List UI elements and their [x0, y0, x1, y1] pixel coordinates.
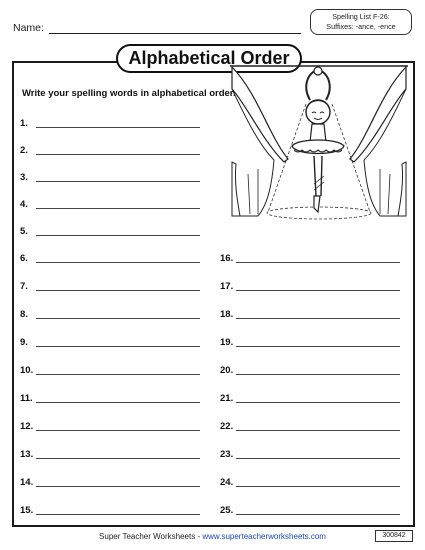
answer-number: 23. — [220, 449, 234, 460]
answer-line[interactable] — [36, 514, 200, 515]
answer-line[interactable] — [36, 430, 200, 431]
answer-number: 18. — [220, 309, 234, 320]
answer-number: 10. — [20, 365, 34, 376]
answer-line[interactable] — [236, 262, 400, 263]
answer-line[interactable] — [236, 430, 400, 431]
ballerina-on-stage-icon — [228, 64, 410, 234]
answer-number: 2. — [20, 145, 28, 156]
answer-number: 22. — [220, 421, 234, 432]
answer-number: 6. — [20, 253, 28, 264]
answer-number: 4. — [20, 199, 28, 210]
answer-line[interactable] — [36, 486, 200, 487]
answer-line[interactable] — [36, 290, 200, 291]
answer-number: 16. — [220, 253, 234, 264]
answer-line[interactable] — [36, 235, 200, 236]
answer-number: 5. — [20, 226, 28, 237]
spelling-list-suffixes: Suffixes: -ance, -ence — [326, 21, 396, 31]
answer-number: 19. — [220, 337, 234, 348]
spelling-list-badge — [310, 9, 412, 35]
footer-url[interactable]: www.superteacherworksheets.com — [202, 532, 326, 541]
answer-number: 12. — [20, 421, 34, 432]
answer-number: 25. — [220, 505, 234, 516]
spelling-list-title: Spelling List F-26: — [332, 12, 390, 21]
answer-line[interactable] — [36, 346, 200, 347]
answer-number: 20. — [220, 365, 234, 376]
answer-line[interactable] — [36, 318, 200, 319]
answer-number: 17. — [220, 281, 234, 292]
answer-line[interactable] — [36, 374, 200, 375]
answer-line[interactable] — [236, 290, 400, 291]
answer-line[interactable] — [36, 154, 200, 155]
page-title: Alphabetical Order — [116, 44, 302, 73]
answer-line[interactable] — [236, 318, 400, 319]
answer-line[interactable] — [236, 374, 400, 375]
answer-number: 13. — [20, 449, 34, 460]
footer — [0, 532, 425, 541]
instructions-text: Write your spelling words in alphabetical order. — [22, 88, 236, 99]
answer-line[interactable] — [236, 486, 400, 487]
answer-line[interactable] — [36, 127, 200, 128]
answer-line[interactable] — [36, 181, 200, 182]
footer-separator: - — [195, 532, 203, 541]
name-input-line[interactable] — [49, 33, 301, 34]
answer-number: 21. — [220, 393, 234, 404]
answer-number: 15. — [20, 505, 34, 516]
answer-number: 24. — [220, 477, 234, 488]
answer-number: 7. — [20, 281, 28, 292]
footer-brand: Super Teacher Worksheets — [99, 532, 196, 541]
answer-number: 14. — [20, 477, 34, 488]
answer-line[interactable] — [36, 208, 200, 209]
answer-number: 3. — [20, 172, 28, 183]
answer-line[interactable] — [236, 402, 400, 403]
answer-number: 9. — [20, 337, 28, 348]
answer-number: 8. — [20, 309, 28, 320]
name-label: Name: — [13, 22, 44, 34]
answer-line[interactable] — [36, 402, 200, 403]
answer-line[interactable] — [36, 262, 200, 263]
worksheet-code: 300842 — [375, 530, 413, 542]
answer-line[interactable] — [36, 458, 200, 459]
answer-line[interactable] — [236, 458, 400, 459]
answer-number: 1. — [20, 118, 28, 129]
answer-number: 11. — [20, 393, 33, 404]
answer-line[interactable] — [236, 514, 400, 515]
answer-line[interactable] — [236, 346, 400, 347]
